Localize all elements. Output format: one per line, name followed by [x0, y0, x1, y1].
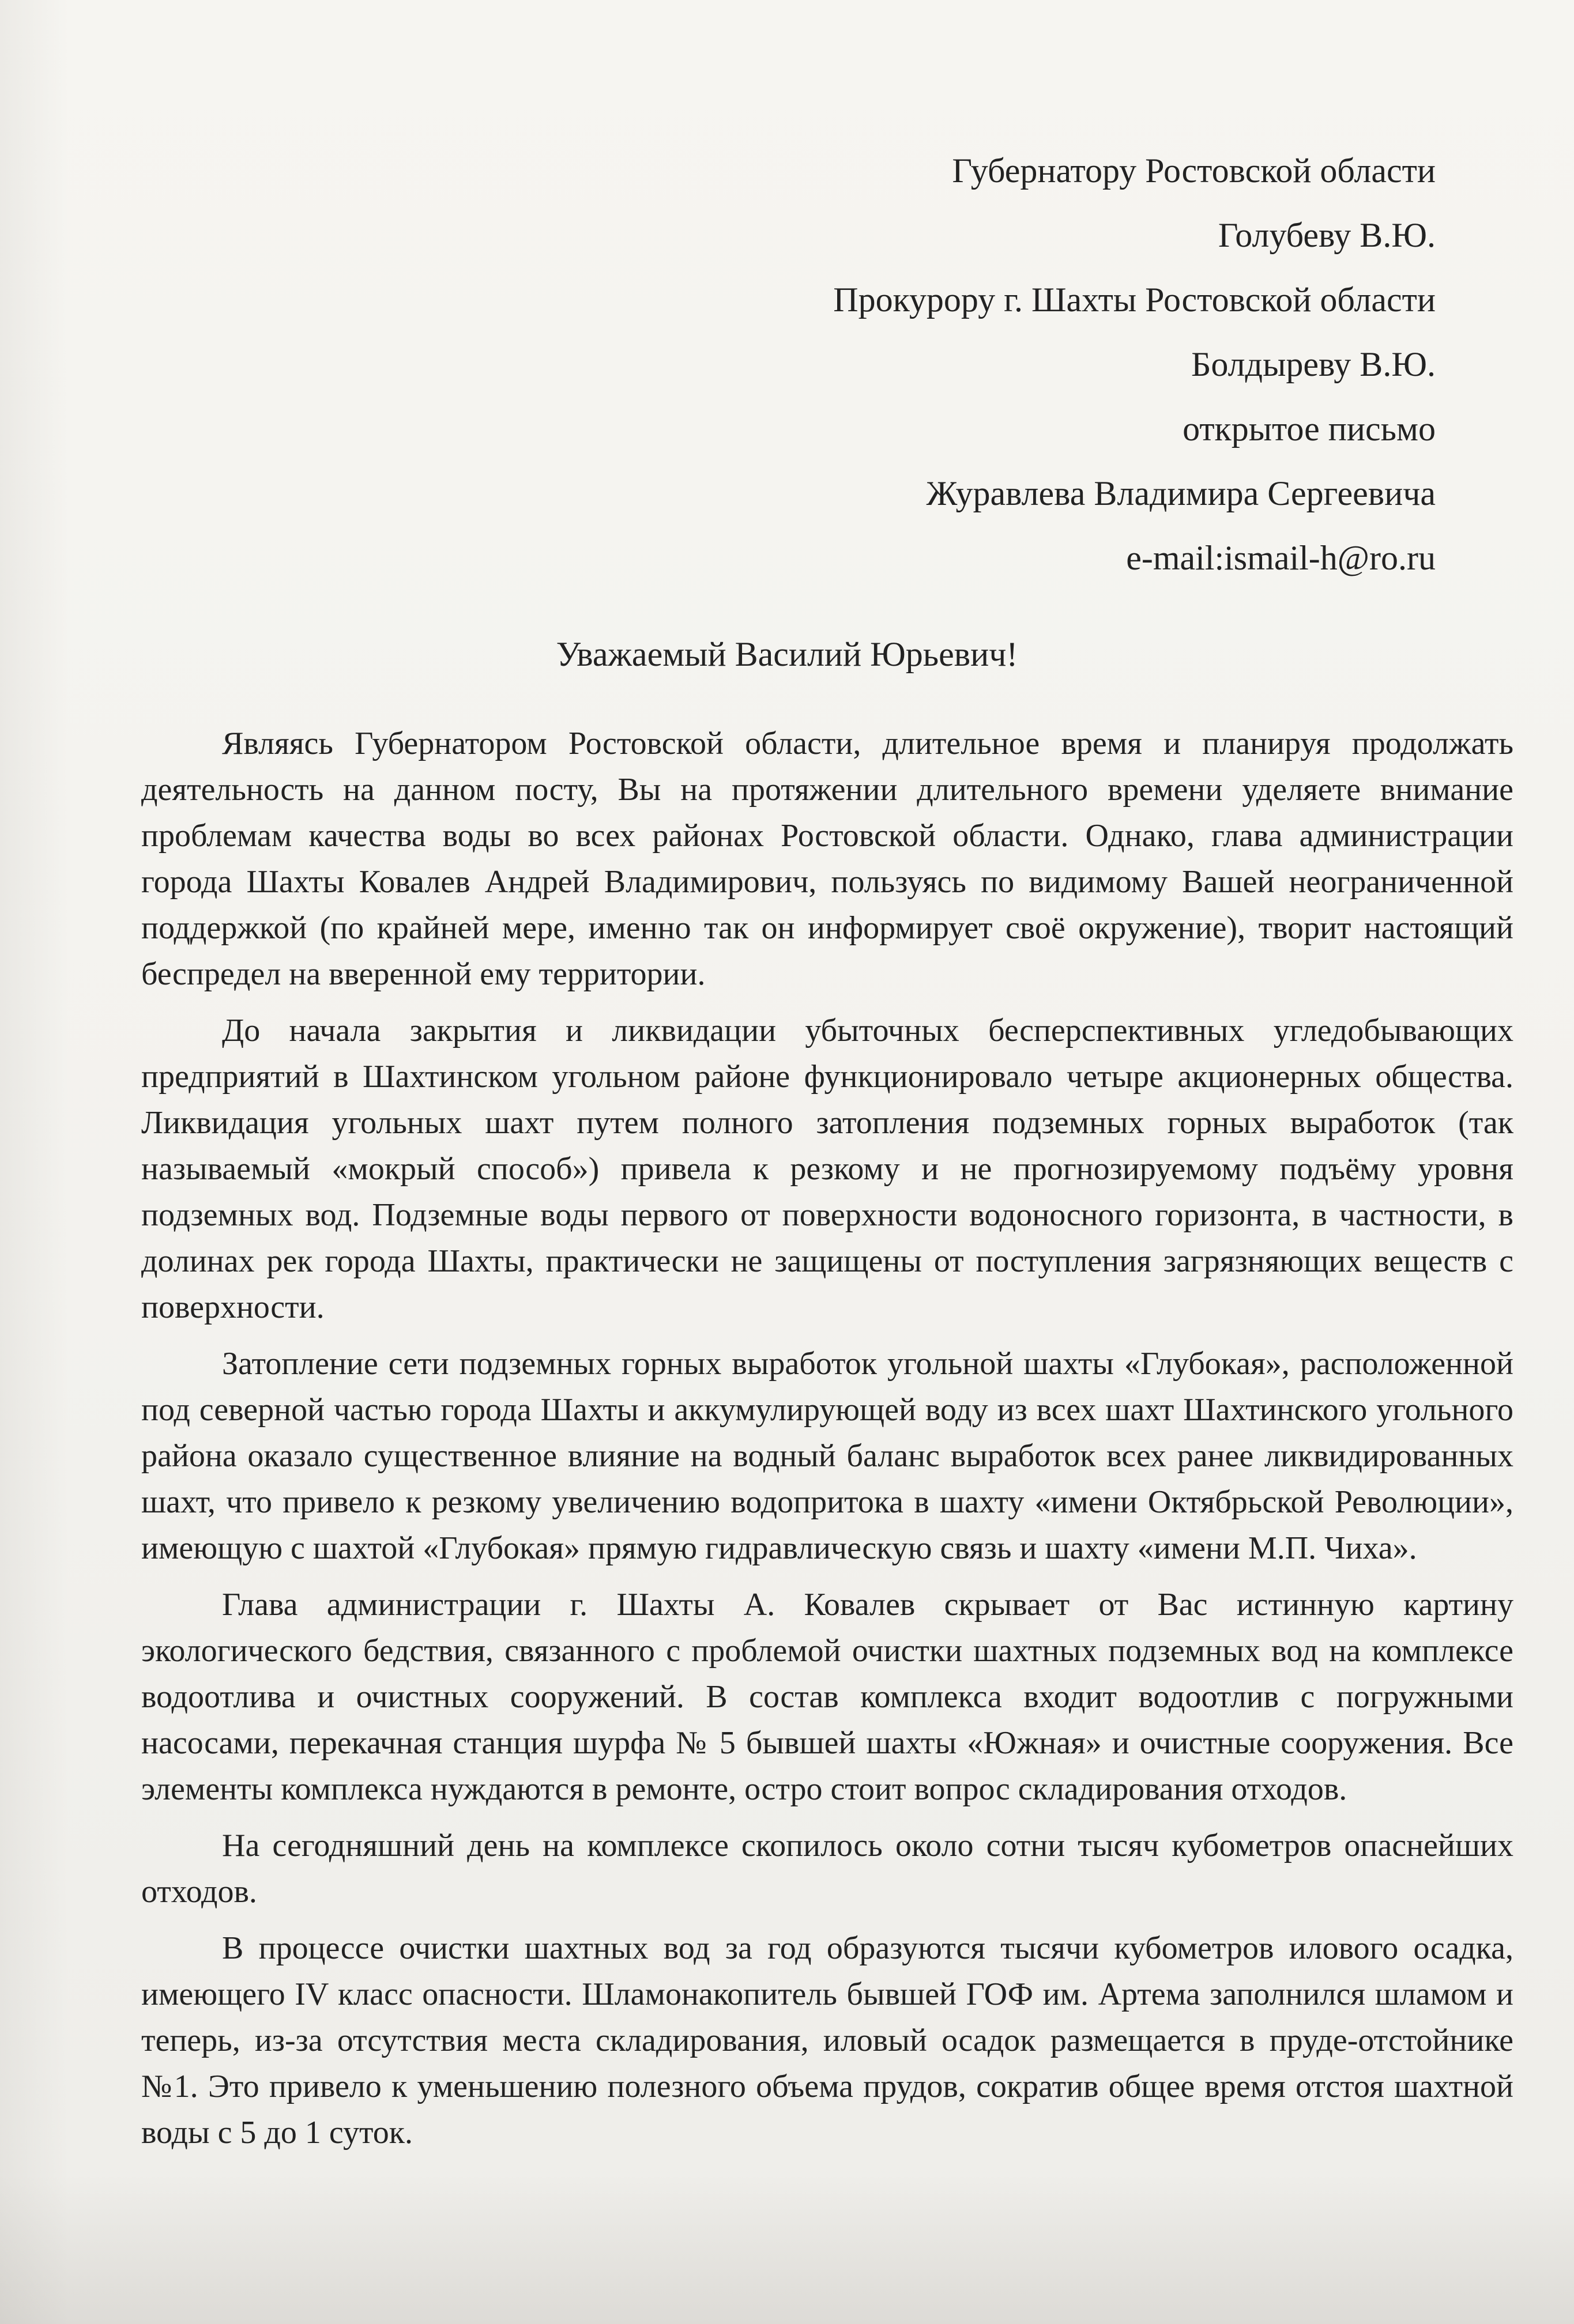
body-paragraph-4: Глава администрации г. Шахты А. Ковалев скрывает от Вас истинную картину экологического бедствия, связанного с проблемой очистки шахтных подземных вод на комплексе водоотлива и очистных сооружений. В состав комплекса входит водоотлив с погружными насосами, перекачная станция шурфа № 5 бывшей шахты «Южная» и очистные сооружения. Все элементы комплекса нуждаются в ремонте, остро стоит вопрос складирования отходов. [141, 1587, 1513, 1807]
salutation: Уважаемый Василий Юрьевич! [556, 635, 1018, 673]
addressee-line-governor-name: Голубеву В.Ю. [1218, 216, 1436, 254]
body-paragraph-1: Являясь Губернатором Ростовской области, длительное время и планируя продолжать деятельность на данном посту, Вы на протяжении длительного времени уделяете внимание проблемам качества воды во всех районах Ростовской области. Однако, глава администрации города Шахты Ковалев Андрей Владимирович, пользуясь по видимому Вашей неограниченной поддержкой (по крайней мере, именно так он информирует своё окружение), творит настоящий беспредел на вверенной ему территории. [141, 726, 1513, 992]
addressee-line-prosecutor-title: Прокурору г. Шахты Ростовской области [833, 281, 1436, 319]
letter-body [141, 720, 1513, 2166]
sender-email-line: e-mail:ismail-h@ro.ru [1126, 539, 1436, 577]
body-paragraph-3: Затопление сети подземных горных выработок угольной шахты «Глубокая», расположенной под северной частью города Шахты и аккумулирующей воду из всех шахт Шахтинского угольного района оказало существенное влияние на водный баланс выработок всех ранее ликвидированных шахт, что привело к резкому увеличению водопритока в шахту «имени Октябрьской Революции», имеющую с шахтой «Глубокая» прямую гидравлическую связь и шахту «имени М.П. Чиха». [141, 1346, 1513, 1566]
page-shadow-left [0, 0, 69, 2324]
addressee-line-prosecutor-name: Болдыреву В.Ю. [1191, 345, 1436, 383]
page-shadow-bottom [0, 2174, 1574, 2324]
body-paragraph-6: В процессе очистки шахтных вод за год образуются тысячи кубометров илового осадка, имеющего IV класс опасности. Шламонакопитель бывшей ГОФ им. Артема заполнился шламом и теперь, из-за отсутствия места складирования, иловый осадок размещается в пруде-отстойнике №1. Это привело к уменьшению полезного объема прудов, сократив общее время отстоя шахтной воды с 5 до 1 суток. [141, 1930, 1513, 2151]
addressee-line-governor-title: Губернатору Ростовской области [952, 152, 1436, 190]
addressee-block [628, 138, 1436, 590]
letter-type-line: открытое письмо [1183, 410, 1436, 448]
body-paragraph-5: На сегодняшний день на комплексе скопилось около сотни тысяч кубометров опаснейших отходов. [141, 1828, 1513, 1910]
body-paragraph-2: До начала закрытия и ликвидации убыточных бесперспективных угледобывающих предприятий в Шахтинском угольном районе функционировало четыре акционерных общества. Ликвидация угольных шахт путем полного затопления подземных горных выработок (так называемый «мокрый способ») привела к резкому и не прогнозируемому подъёму уровня подземных вод. Подземные воды первого от поверхности водоносного горизонта, в частности, в долинах рек города Шахты, практически не защищены от поступления загрязняющих веществ с поверхности. [141, 1013, 1513, 1325]
sender-name-line: Журавлева Владимира Сергеевича [926, 474, 1436, 512]
